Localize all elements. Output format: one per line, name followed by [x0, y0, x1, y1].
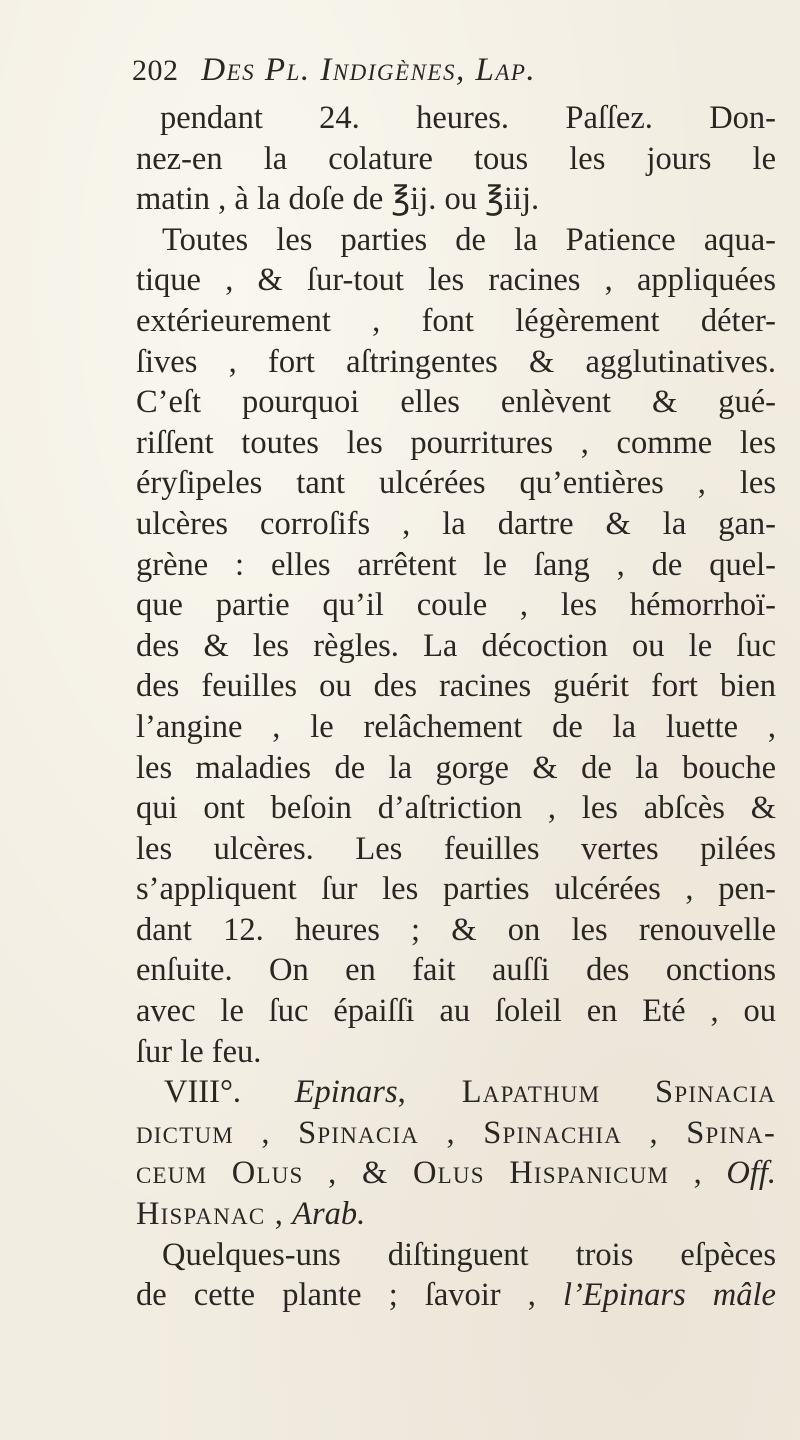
- entry-arab-abbr: Arab.: [292, 1196, 366, 1233]
- text-line: s’appliquent ſur les parties ulcérées , pen-: [136, 871, 776, 908]
- text-line: nez-en la colature tous les jours le: [136, 140, 776, 177]
- text-line: des & les règles. La décoction ou le ſuc: [136, 627, 776, 664]
- text-line: matin , à la doſe de ℥ij. ou ℥iij.: [136, 181, 540, 218]
- text-line: extérieurement , font légèrement déter-: [136, 302, 776, 339]
- entry-name: Epinars: [294, 1074, 398, 1111]
- closing-line-1: Quelques-uns diſtinguent trois eſpèces: [162, 1236, 776, 1273]
- text-line: ulcères corroſifs , la dartre & la gan-: [136, 505, 776, 542]
- text-line: tique , & ſur-tout les racines , appliquées: [136, 262, 776, 299]
- page-number: 202: [132, 54, 179, 87]
- body-text: [136, 98, 776, 1316]
- text-line: pendant 24. heures. Paſſez. Don-: [160, 100, 776, 136]
- closing-line-2: [136, 1275, 776, 1316]
- entry-line-2: dictum , Spinacia , Spinachia , Spina-: [136, 1114, 776, 1151]
- page-header: [132, 52, 772, 100]
- text-line: Toutes les parties de la Patience aqua-: [162, 221, 776, 258]
- entry-line-4: [136, 1194, 776, 1235]
- text-line: ſives , fort aſtringentes & agglutinatives.: [136, 343, 776, 380]
- text-line: ſur le feu.: [136, 1033, 262, 1070]
- text-line: les maladies de la gorge & de la bouche: [136, 749, 776, 786]
- text-line: grène : elles arrêtent le ſang , de quel-: [136, 546, 776, 583]
- closing-text: de cette plante ; ſavoir ,: [136, 1277, 536, 1314]
- text-line: riſſent toutes les pourritures , comme les: [136, 424, 776, 461]
- text-line: qui ont beſoin d’aſtriction , les abſcès &: [136, 790, 776, 827]
- text-line: les ulcères. Les feuilles vertes pilées: [136, 830, 776, 867]
- entry-number: VIII°.: [164, 1074, 242, 1111]
- entry-off-abbr: Off.: [726, 1155, 777, 1192]
- text-line: C’eſt pourquoi elles enlèvent & gué-: [136, 384, 776, 421]
- paragraph-lines: [136, 98, 776, 1072]
- text-line: éryſipeles tant ulcérées qu’entières , les: [136, 465, 776, 502]
- text-line: l’angine , le relâchement de la luette ,: [136, 708, 776, 745]
- entry-line-3: [136, 1153, 776, 1194]
- entry-synonyms-1: , Lapathum Spinacia: [397, 1074, 777, 1111]
- running-title: Des Pl. Indigènes, Lap.: [201, 52, 537, 88]
- entry-synonyms-4: Hispanac ,: [136, 1196, 285, 1233]
- text-line: dant 12. heures ; & on les renouvelle: [136, 911, 776, 948]
- text-line: que partie qu’il coule , les hémorrhoï-: [136, 587, 776, 624]
- text-line: avec le ſuc épaiſſi au ſoleil en Eté , ou: [136, 993, 776, 1030]
- text-line: des feuilles ou des racines guérit fort bien: [136, 668, 776, 705]
- entry-synonyms-3: ceum Olus , & Olus Hispanicum ,: [136, 1155, 703, 1192]
- text-line: enſuite. On en fait auſſi des onctions: [136, 952, 776, 989]
- closing-italic: l’Epinars mâle: [562, 1277, 776, 1314]
- entry-line-1: [136, 1072, 776, 1113]
